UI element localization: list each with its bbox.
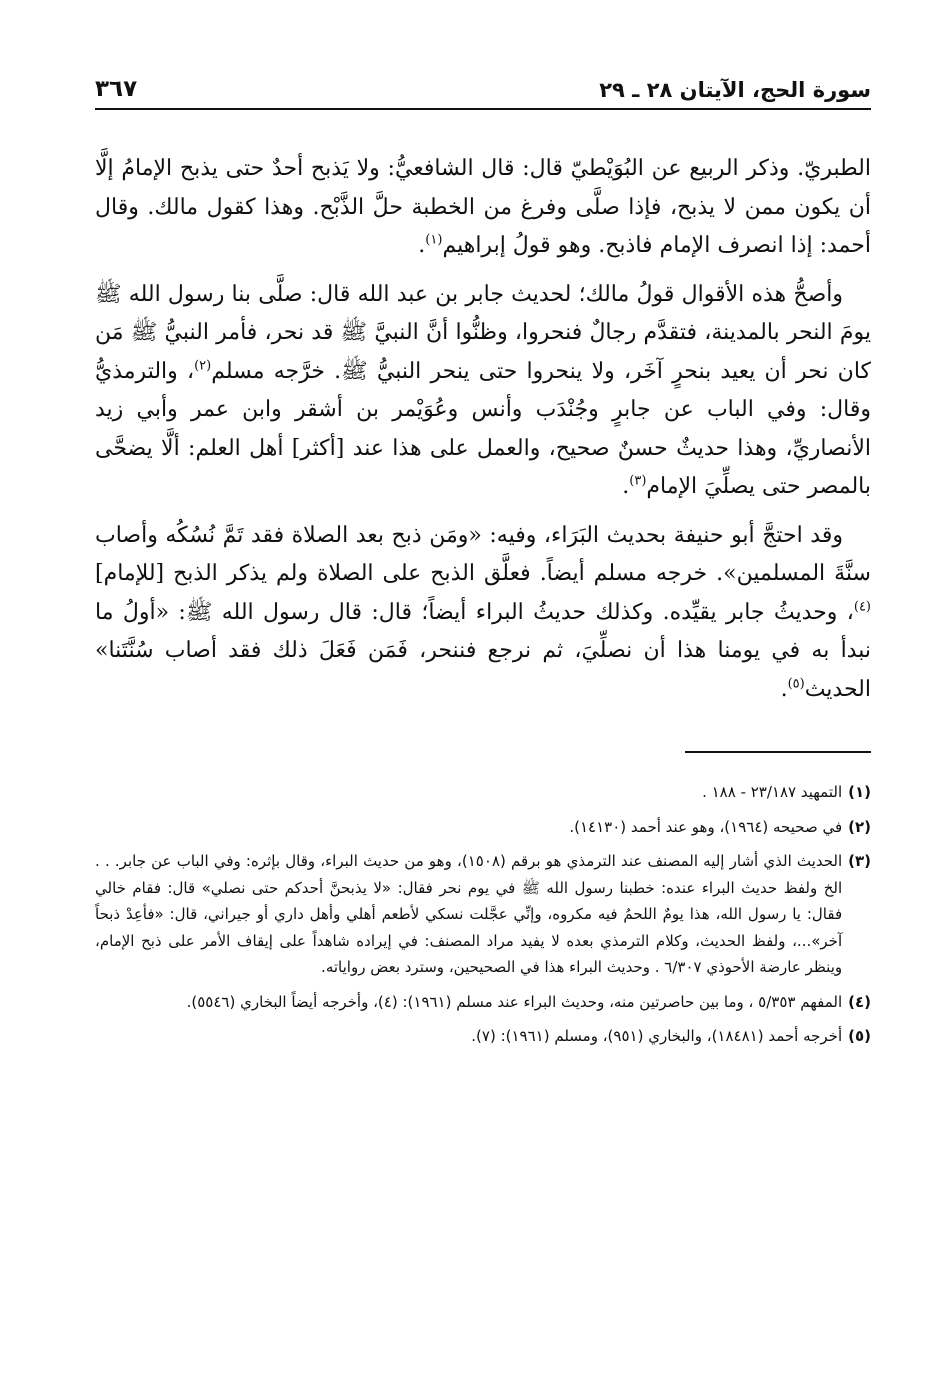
paragraph-1 [95,150,871,266]
footnote-number: (٣) [848,852,871,870]
running-title: سورة الحج، الآيتان ٢٨ ـ ٢٩ [599,78,871,102]
footnote-text: التمهيد ٢٣/١٨٧ - ١٨٨ . [702,783,843,801]
footnote-text: أخرجه أحمد (١٨٤٨١)، والبخاري (٩٥١)، ومسلم (١٩٦١): (٧). [471,1027,843,1045]
paragraph-1-text: الطبريّ. وذكر الربيع عن البُوَيْطيّ قال: قال الشافعيُّ: ولا يَذبح أحدٌ حتى يذبح الإمامُ إلَّا أن يكون ممن لا يذبح، فإذا صلَّى وفرغ من الخطبة حلَّ الذَّبْح. وهذا كقول مالك. وقال أحمد: إذا انصرف الإمام فاذبح. وهو قولُ إبراهيم [95,156,871,258]
footnote-number: (١) [848,783,871,801]
paragraph-2-continuation: ، والترمذيُّ وقال: وفي الباب عن جابرٍ وجُنْدَب وأنس وعُوَيْمر بن أشقر وابن عمر وأبي زيد الأنصاريِّ، وهذا حديثٌ حسنٌ صحيح، والعمل على هذا عند [أكثر] أهل العلم: ألَّا يضحَّى بالمصر حتى يصلِّيَ الإمام [95,358,871,499]
footnote-3 [95,848,871,981]
footnote-ref-3: (٣) [629,473,647,489]
footnote-text: المفهم ٥/٣٥٣ ، وما بين حاصرتين منه، وحديث البراء عند مسلم (١٩٦١): (٤)، وأخرجه أيضاً البخاري (٥٥٤٦). [186,992,843,1011]
paragraph-2-tail: . [622,474,630,499]
paragraph-3-continuation: ، وحديثُ جابر يقيِّده. وكذلك حديثُ البراء أيضاً؛ قال: قال رسول الله ﷺ: «أولُ ما نبدأ به في يومنا هذا أن نصلِّيَ، ثم نرجع فننحر، فَمَن فَعَلَ ذلك فقد أصاب سُنَّتَنا» الحديث [95,599,871,702]
footnote-text: الحديث الذي أشار إليه المصنف عند الترمذي هو برقم (١٥٠٨)، وهو من حديث البراء، وقال بإثره: وفي الباب عن جابر. . . الخ ولفظ حديث البراء عنده: خطبنا رسول الله ﷺ في يوم نحر فقال: «لا يذبحنَّ أحدكم حتى نصلي» قال: فقام خالي فقال: يا رسول الله، هذا يومٌ اللحمُ فيه مكروه، وإنِّي عجَّلت نسكي لأطعم أهلي وأهل داري أو جيراني، قال: «فأعِدْ ذبحاً آخر»...، ولفظ الحديث، وكلام الترمذي بعده لا يفيد مراد المصنف: في إيراده شاهداً على إيقاف الأمر على ذبح الإمام، وينظر عارضة الأحوذي ٦/٣٠٧ . وحديث البراء هذا في الصحيحين، وسترد بعض رواياته. [95,852,843,976]
paragraph-2-text: وأصحُّ هذه الأقوال قولُ مالك؛ لحديث جابر بن عبد الله قال: صلَّى بنا رسول الله ﷺ يومَ النحر بالمدينة، فتقدَّم رجالٌ فنحروا، وظنُّوا أنَّ النبيَّ ﷺ قد نحر، فأمر النبيُّ ﷺ مَن كان نحر أن يعيد بنحرٍ آخَر، ولا ينحروا حتى ينحر النبيُّ ﷺ. خرَّجه مسلم [95,281,871,384]
footnote-ref-2: (٢) [194,358,212,374]
page-header [95,58,871,110]
book-page [95,58,871,1346]
footnote-2 [95,814,871,841]
footnote-number: (٥) [848,1027,871,1045]
paragraph-1-tail: . [418,233,426,258]
footnote-number: (٤) [848,992,871,1011]
main-text [95,150,871,709]
footnote-4 [95,989,871,1016]
footnote-1 [95,779,871,806]
paragraph-3-text: وقد احتجَّ أبو حنيفة بحديث البَرَاء، وفيه: «ومَن ذبح بعد الصلاة فقد تَمَّ نُسُكُه وأصاب سنَّةَ المسلمين». خرجه مسلم أيضاً. فعلَّق الذبح على الصلاة ولم يذكر الذبح [للإمام] [95,522,871,586]
paragraph-2 [95,276,871,507]
footnote-ref-1: (١) [425,232,443,248]
paragraph-3 [95,517,871,710]
footnote-number: (٢) [848,817,871,836]
footnote-5 [95,1023,871,1050]
footnotes [95,779,871,1050]
page-number: ٣٦٧ [95,76,138,102]
footnote-ref-5: (٥) [787,676,805,692]
footnote-ref-4: (٤) [853,599,871,615]
footnote-text: في صحيحه (١٩٦٤)، وهو عند أحمد (١٤١٣٠). [569,817,843,836]
paragraph-3-tail: . [780,676,788,702]
footnote-separator [685,751,871,753]
